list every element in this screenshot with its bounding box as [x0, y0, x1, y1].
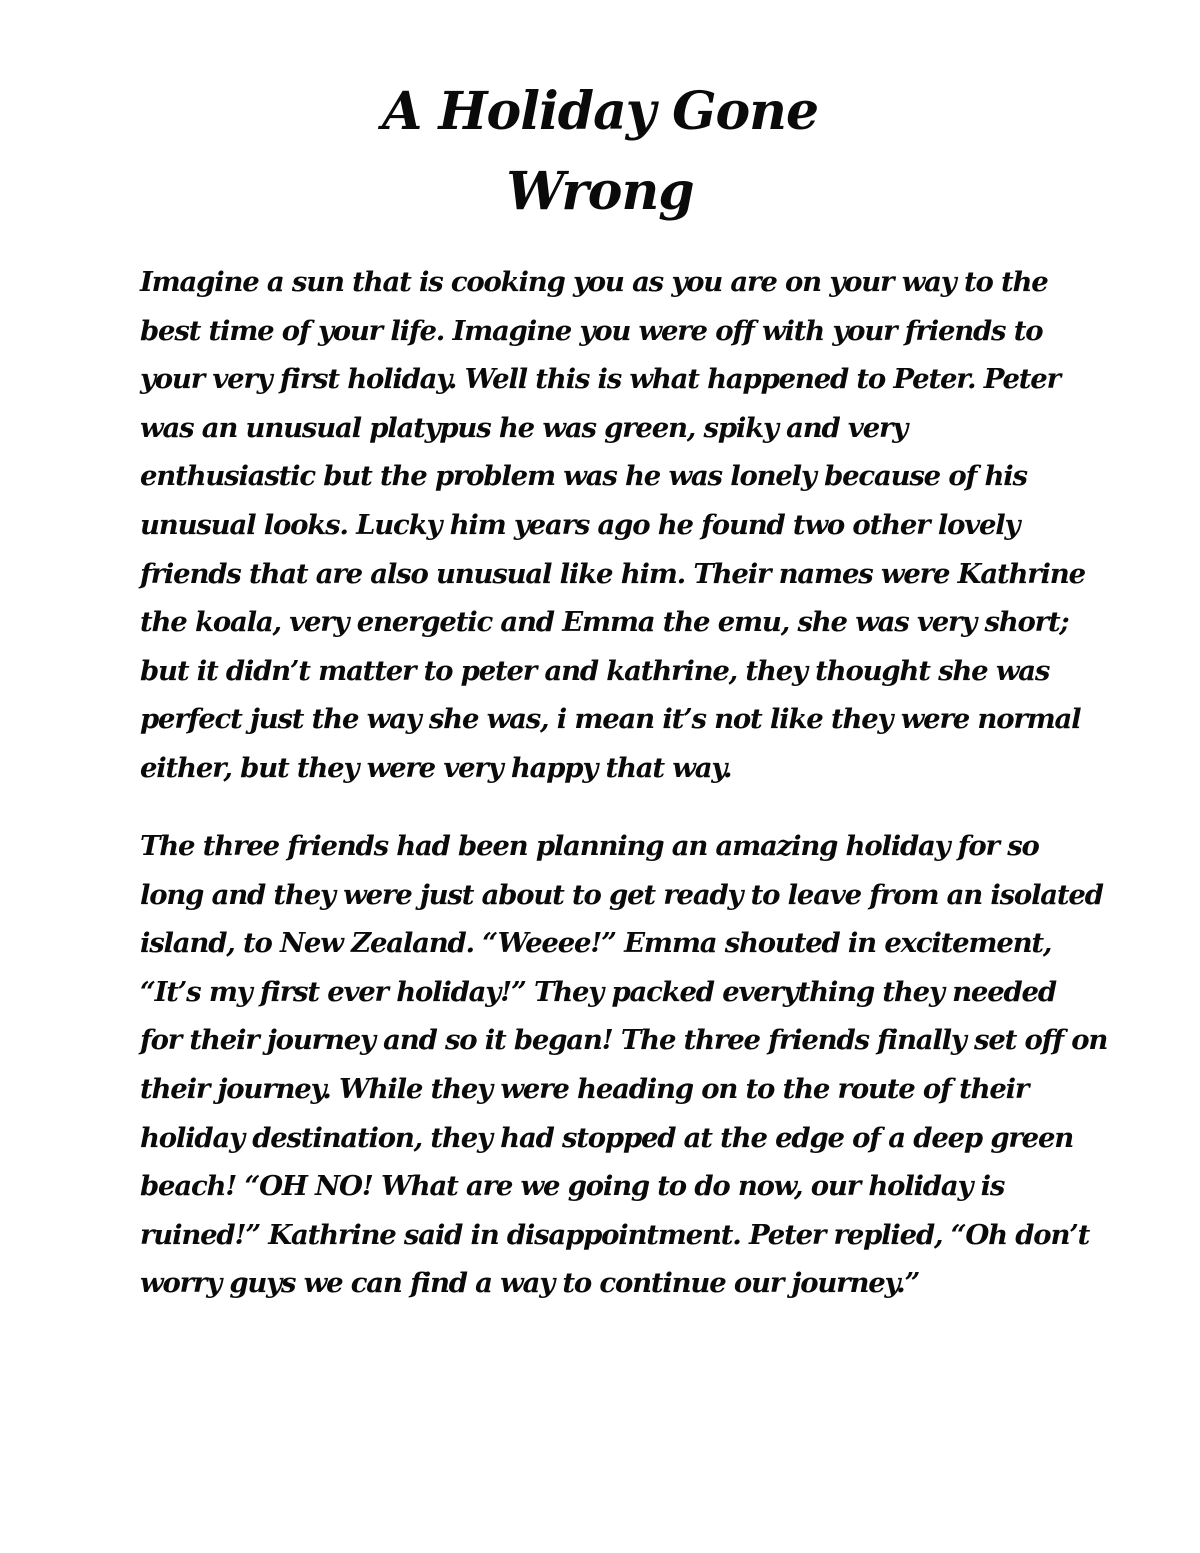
text-line: holiday destination, they had stopped at the edge of a deep green — [140, 1121, 1074, 1154]
text-line: unusual looks. Lucky him years ago he found two other lovely — [140, 508, 1020, 541]
page-title — [300, 72, 900, 232]
title-line-2: Wrong — [506, 161, 694, 222]
text-line: for their journey and so it began! The three friends finally set off on — [140, 1024, 1108, 1057]
text-line: enthusiastic but the problem was he was lonely because of his — [140, 460, 1027, 493]
text-line: island, to New Zealand. “Weeee!” Emma shouted in excitement, — [140, 927, 1052, 960]
text-line: their journey. While they were heading on to the route of their — [140, 1072, 1029, 1105]
text-line: beach! “OH NO! What are we going to do now, our holiday is — [140, 1170, 1005, 1203]
text-line: long and they were just about to get ready to leave from an isolated — [140, 878, 1103, 911]
title-line-1: A Holiday Gone — [381, 81, 819, 142]
text-line: but it didn’t matter to peter and kathrine, they thought she was — [140, 654, 1050, 687]
text-line: either, but they were very happy that way. — [140, 751, 732, 784]
text-line: the koala, very energetic and Emma the emu, she was very short; — [140, 606, 1069, 639]
text-line: worry guys we can find a way to continue our journey.” — [140, 1267, 920, 1300]
text-line: best time of your life. Imagine you were off with your friends to — [140, 314, 1043, 347]
text-line: The three friends had been planning an amazing holiday for so — [140, 830, 1039, 862]
text-line: ruined!” Kathrine said in disappointment. Peter replied, “Oh don’t — [140, 1218, 1090, 1251]
text-line: friends that are also unusual like him. Their names were Kathrine — [140, 557, 1085, 590]
text-line: your very first holiday. Well this is what happened to Peter. Peter — [140, 363, 1060, 396]
text-line: was an unusual platypus he was green, spiky and very — [140, 411, 908, 444]
paragraph-2 — [140, 822, 1108, 1308]
text-line: Imagine a sun that is cooking you as you are on your way to the — [140, 266, 1048, 298]
text-line: perfect just the way she was, i mean it’s not like they were normal — [140, 703, 1081, 736]
paragraph-1 — [140, 258, 1085, 793]
text-line: “It’s my first ever holiday!” They packed everything they needed — [140, 975, 1056, 1008]
